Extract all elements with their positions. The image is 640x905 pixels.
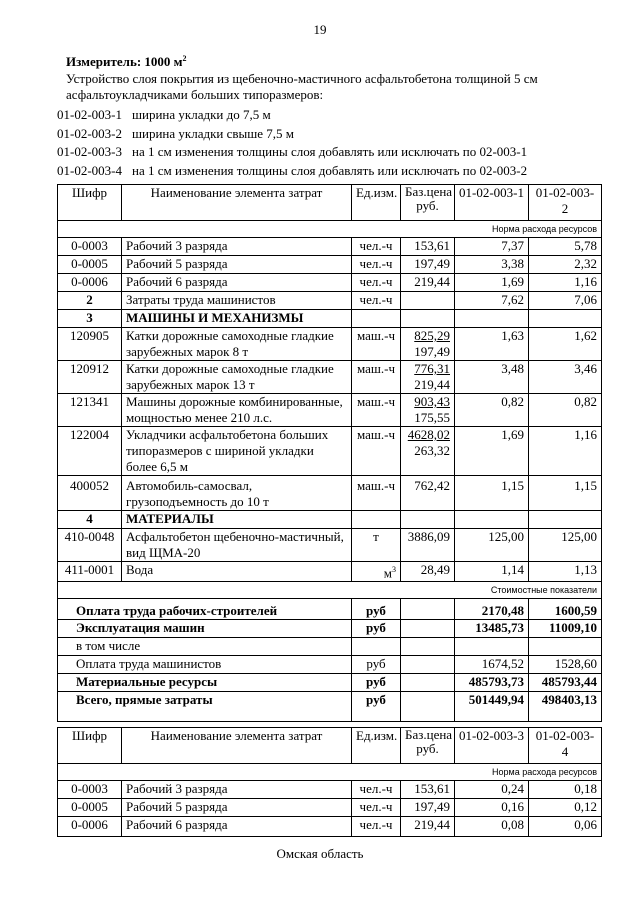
- meter-sup: 2: [182, 54, 187, 63]
- row-value-1: 0,82: [455, 394, 529, 427]
- page-footer: Омская область: [276, 846, 364, 861]
- row-code: 411-0001: [58, 562, 122, 582]
- cost-label: Стоимостные показатели: [58, 582, 602, 599]
- code-text: ширина укладки свыше 7,5 м: [132, 125, 295, 141]
- summary-label: Всего, прямые затраты: [58, 692, 352, 722]
- row-price: 762,42: [401, 476, 455, 511]
- row-name: Автомобиль-самосвал, грузоподъемность до 10 т: [122, 476, 352, 511]
- row-value-1: 1,69: [455, 427, 529, 476]
- row-price: [401, 394, 455, 427]
- price-main: 903,43: [414, 394, 450, 409]
- table-header-row: [58, 185, 602, 221]
- row-value-2: 125,00: [529, 529, 602, 562]
- row-value-1: 1,15: [455, 476, 529, 511]
- summary-value-2: 1528,60: [529, 656, 602, 674]
- summary-label: в том числе: [58, 638, 352, 656]
- norm-label-row: [58, 221, 602, 238]
- row-unit: чел.-ч: [352, 817, 401, 837]
- row-unit: чел.-ч: [352, 292, 401, 310]
- row-value-2: 5,78: [529, 238, 602, 256]
- header-code: Шифр: [58, 728, 122, 764]
- row-unit: чел.-ч: [352, 274, 401, 292]
- header-unit: Ед.изм.: [352, 185, 401, 221]
- summary-value-2: 498403,13: [529, 692, 602, 722]
- table-row: [58, 476, 602, 511]
- row-code: 120912: [58, 361, 122, 394]
- header-col2: 01-02-003-2: [529, 185, 602, 221]
- cost-label-row: [58, 582, 602, 599]
- row-value-2: 1,16: [529, 274, 602, 292]
- row-unit: чел.-ч: [352, 799, 401, 817]
- section-number: 4: [58, 511, 122, 529]
- empty-cell: [401, 310, 455, 328]
- row-name: Катки дорожные самоходные гладкие зарубежных марок 8 т: [122, 328, 352, 361]
- unit-text: м: [383, 565, 392, 581]
- empty-cell: [401, 620, 455, 638]
- empty-cell: [352, 511, 401, 529]
- table-row: [58, 529, 602, 562]
- section-title: МАШИНЫ И МЕХАНИЗМЫ: [122, 310, 352, 328]
- row-name: Рабочий 6 разряда: [122, 274, 352, 292]
- row-price: [401, 292, 455, 310]
- row-code: 2: [58, 292, 122, 310]
- unit-sup: 3: [392, 565, 396, 574]
- price-wage: 197,49: [414, 344, 450, 359]
- row-value-2: 7,06: [529, 292, 602, 310]
- row-value-1: 7,37: [455, 238, 529, 256]
- row-code: 0-0006: [58, 817, 122, 837]
- row-value-1: 0,08: [455, 817, 529, 837]
- row-value-1: 1,14: [455, 562, 529, 582]
- row-name: Рабочий 3 разряда: [122, 781, 352, 799]
- row-price: 219,44: [401, 274, 455, 292]
- summary-value-2: 11009,10: [529, 620, 602, 638]
- row-code: 0-0003: [58, 781, 122, 799]
- table-row: [58, 274, 602, 292]
- row-value-1: 0,24: [455, 781, 529, 799]
- table-row: [58, 292, 602, 310]
- summary-unit: руб: [352, 620, 401, 638]
- header-col1: 01-02-003-3: [455, 728, 529, 764]
- row-name: Укладчики асфальтобетона больших типоразмеров с шириной укладки более 6,5 м: [122, 427, 352, 476]
- norm-label-row: [58, 764, 602, 781]
- row-value-2: 0,06: [529, 817, 602, 837]
- summary-value-1: 2170,48: [455, 599, 529, 620]
- summary-row: [58, 638, 602, 656]
- header-col2: 01-02-003-4: [529, 728, 602, 764]
- row-value-2: 3,46: [529, 361, 602, 394]
- summary-value-1: 1674,52: [455, 656, 529, 674]
- row-price: 197,49: [401, 256, 455, 274]
- price-main: 825,29: [414, 328, 450, 343]
- row-value-1: 7,62: [455, 292, 529, 310]
- row-value-2: 1,16: [529, 427, 602, 476]
- empty-cell: [401, 511, 455, 529]
- header-price: Баз.цена руб.: [401, 728, 455, 764]
- summary-row: [58, 674, 602, 692]
- row-value-1: 0,16: [455, 799, 529, 817]
- work-description: Устройство слоя покрытия из щебеночно-мастичного асфальтобетона толщиной 5 см асфальтоукладчиками больших типоразмеров:: [66, 71, 538, 102]
- table-row: [58, 781, 602, 799]
- summary-unit: руб: [352, 599, 401, 620]
- row-price: 3886,09: [401, 529, 455, 562]
- summary-row: [58, 599, 602, 620]
- price-wage: 175,55: [414, 410, 450, 425]
- row-price: 153,61: [401, 781, 455, 799]
- code-list: [57, 106, 527, 180]
- summary-label: Оплата труда машинистов: [58, 656, 352, 674]
- row-name: Асфальтобетон щебеночно-мастичный, вид ЩМА-20: [122, 529, 352, 562]
- row-name: Машины дорожные комбинированные, мощностью менее 210 л.с.: [122, 394, 352, 427]
- table-row: [58, 361, 602, 394]
- summary-label: Эксплуатация машин: [58, 620, 352, 638]
- header-price: Баз.цена руб.: [401, 185, 455, 221]
- row-name: Вода: [122, 562, 352, 582]
- code-number: 01-02-003-4: [57, 162, 122, 178]
- row-value-2: 0,82: [529, 394, 602, 427]
- code-text: ширина укладки до 7,5 м: [132, 107, 271, 122]
- empty-cell: [529, 511, 602, 529]
- row-name: Рабочий 5 разряда: [122, 256, 352, 274]
- row-value-2: 0,12: [529, 799, 602, 817]
- code-item: [57, 143, 527, 162]
- code-number: 01-02-003-3: [57, 144, 122, 159]
- row-code: 400052: [58, 476, 122, 511]
- empty-cell: [401, 599, 455, 620]
- meter-label: Измеритель: 1000 м: [66, 54, 183, 69]
- meter-heading: [66, 54, 187, 70]
- page-number: 19: [313, 22, 327, 37]
- row-value-2: 0,18: [529, 781, 602, 799]
- price-wage: 219,44: [414, 377, 450, 392]
- row-value-1: 1,63: [455, 328, 529, 361]
- row-code: 121341: [58, 394, 122, 427]
- section-row: [58, 310, 602, 328]
- row-price: 28,49: [401, 562, 455, 582]
- row-unit: маш.-ч: [352, 476, 401, 511]
- row-unit: т: [352, 529, 401, 562]
- empty-cell: [529, 310, 602, 328]
- table-row: [58, 238, 602, 256]
- row-code: 0-0005: [58, 256, 122, 274]
- empty-cell: [455, 310, 529, 328]
- code-text: на 1 см изменения толщины слоя добавлять или исключать по 02-003-1: [132, 144, 528, 159]
- row-code: 0-0006: [58, 274, 122, 292]
- row-unit: чел.-ч: [352, 256, 401, 274]
- table-row: [58, 328, 602, 361]
- summary-value-2: 485793,44: [529, 674, 602, 692]
- summary-row: [58, 656, 602, 674]
- row-value-1: 125,00: [455, 529, 529, 562]
- table-row: [58, 394, 602, 427]
- empty-cell: [352, 310, 401, 328]
- summary-label: Оплата труда рабочих-строителей: [58, 599, 352, 620]
- header-unit: Ед.изм.: [352, 728, 401, 764]
- table-row: [58, 256, 602, 274]
- table-row: [58, 817, 602, 837]
- code-text: на 1 см изменения толщины слоя добавлять или исключать по 02-003-2: [132, 162, 528, 178]
- price-wage: 263,32: [414, 443, 450, 458]
- row-price: [401, 361, 455, 394]
- row-price: 219,44: [401, 817, 455, 837]
- row-unit: маш.-ч: [352, 394, 401, 427]
- norm-label: Норма расхода ресурсов: [58, 221, 602, 238]
- table-header-row: [58, 728, 602, 764]
- row-unit: [352, 562, 401, 582]
- code-number: 01-02-003-2: [57, 125, 122, 141]
- norm-label: Норма расхода ресурсов: [58, 764, 602, 781]
- row-name: Затраты труда машинистов: [122, 292, 352, 310]
- row-value-2: 2,32: [529, 256, 602, 274]
- row-name: Рабочий 5 разряда: [122, 799, 352, 817]
- row-value-2: 1,62: [529, 328, 602, 361]
- summary-value-1: 13485,73: [455, 620, 529, 638]
- summary-unit: [352, 638, 401, 656]
- row-value-1: 3,38: [455, 256, 529, 274]
- resource-table-1: [57, 184, 602, 722]
- code-number: 01-02-003-1: [57, 107, 122, 122]
- section-title: МАТЕРИАЛЫ: [122, 511, 352, 529]
- header-col1: 01-02-003-1: [455, 185, 529, 221]
- summary-unit: руб: [352, 674, 401, 692]
- empty-cell: [401, 674, 455, 692]
- row-code: 120905: [58, 328, 122, 361]
- row-price: 153,61: [401, 238, 455, 256]
- row-code: 410-0048: [58, 529, 122, 562]
- summary-value-1: 485793,73: [455, 674, 529, 692]
- row-price: 197,49: [401, 799, 455, 817]
- table-row: [58, 799, 602, 817]
- summary-value-2: 1600,59: [529, 599, 602, 620]
- code-item: [57, 106, 527, 125]
- empty-cell: [455, 511, 529, 529]
- empty-cell: [401, 692, 455, 722]
- row-unit: чел.-ч: [352, 781, 401, 799]
- row-name: Рабочий 6 разряда: [122, 817, 352, 837]
- row-value-1: 3,48: [455, 361, 529, 394]
- row-unit: маш.-ч: [352, 427, 401, 476]
- section-row: [58, 511, 602, 529]
- summary-value-1: 501449,94: [455, 692, 529, 722]
- row-value-1: 1,69: [455, 274, 529, 292]
- row-price: [401, 427, 455, 476]
- summary-row: [58, 692, 602, 722]
- price-main: 776,31: [414, 361, 450, 376]
- summary-value-2: [529, 638, 602, 656]
- row-code: 122004: [58, 427, 122, 476]
- row-value-2: 1,13: [529, 562, 602, 582]
- header-name: Наименование элемента затрат: [122, 185, 352, 221]
- row-name: Рабочий 3 разряда: [122, 238, 352, 256]
- row-unit: чел.-ч: [352, 238, 401, 256]
- row-unit: маш.-ч: [352, 328, 401, 361]
- summary-value-1: [455, 638, 529, 656]
- row-price: [401, 328, 455, 361]
- summary-row: [58, 620, 602, 638]
- row-code: 0-0005: [58, 799, 122, 817]
- header-name: Наименование элемента затрат: [122, 728, 352, 764]
- header-code: Шифр: [58, 185, 122, 221]
- summary-unit: руб: [352, 692, 401, 722]
- code-item: [57, 125, 527, 144]
- table-row: [58, 427, 602, 476]
- row-value-2: 1,15: [529, 476, 602, 511]
- empty-cell: [401, 656, 455, 674]
- section-number: 3: [58, 310, 122, 328]
- code-item: [57, 162, 527, 181]
- summary-label: Материальные ресурсы: [58, 674, 352, 692]
- row-unit: маш.-ч: [352, 361, 401, 394]
- price-main: 4628,02: [407, 427, 450, 442]
- table-row: [58, 562, 602, 582]
- row-name: Катки дорожные самоходные гладкие зарубежных марок 13 т: [122, 361, 352, 394]
- summary-unit: руб: [352, 656, 401, 674]
- empty-cell: [401, 638, 455, 656]
- resource-table-2: [57, 727, 602, 837]
- row-code: 0-0003: [58, 238, 122, 256]
